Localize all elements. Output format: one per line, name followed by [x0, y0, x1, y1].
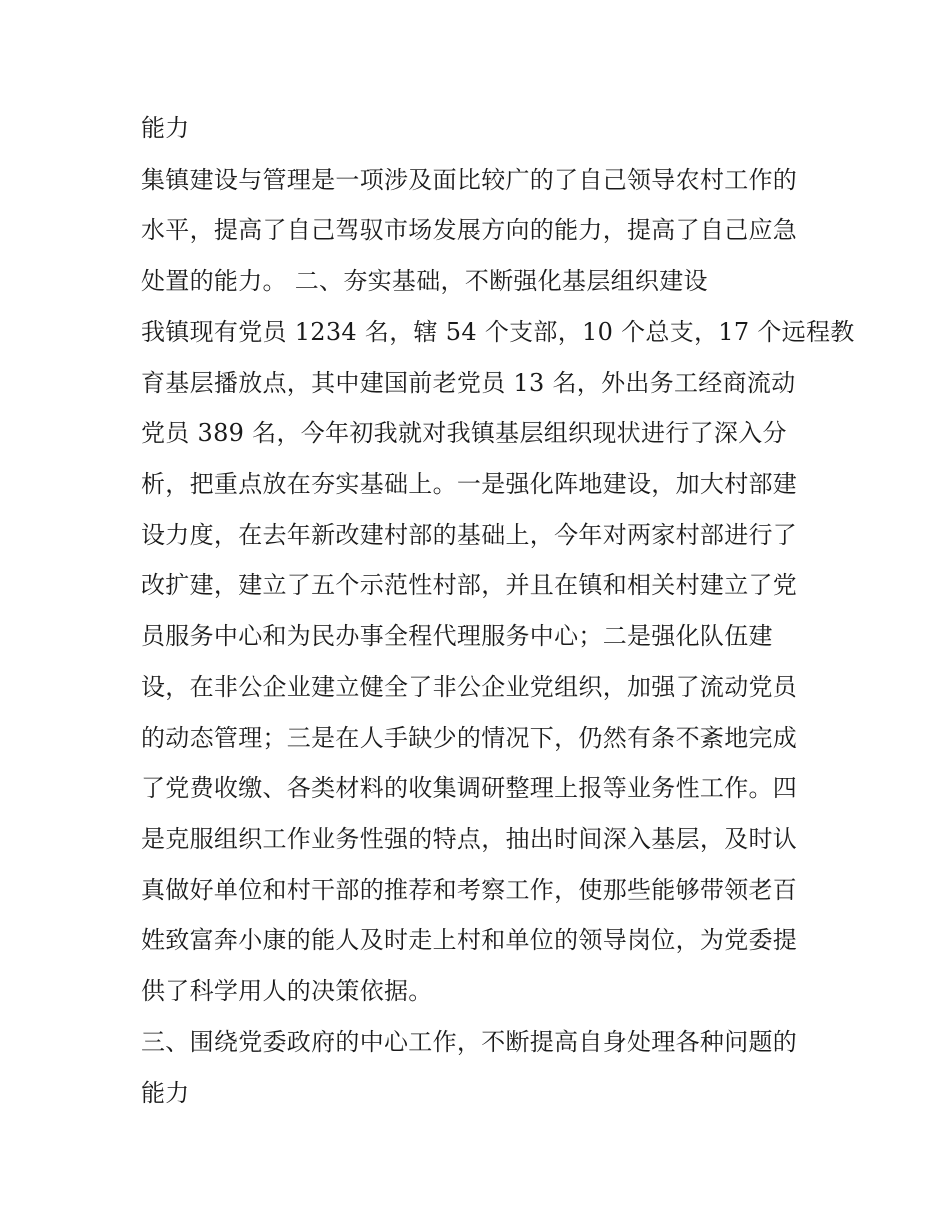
text-line: 设力度，在去年新改建村部的基础上，今年对两家村部进行了 — [141, 521, 798, 549]
text-line: 了党费收缴、各类材料的收集调研整理上报等业务性工作。四 — [141, 774, 798, 802]
text-line: 析，把重点放在夯实基础上。一是强化阵地建设，加大村部建 — [141, 470, 798, 498]
text-line: 能力 — [141, 114, 190, 142]
text-line: 改扩建，建立了五个示范性村部，并且在镇和相关村建立了党 — [141, 571, 798, 599]
text-line: 我镇现有党员 1234 名，辖 54 个支部，10 个总支，17 个远程教 — [141, 318, 855, 346]
text-line: 姓致富奔小康的能人及时走上村和单位的领导岗位，为党委提 — [141, 926, 798, 954]
text-line: 集镇建设与管理是一项涉及面比较广的了自己领导农村工作的 — [141, 166, 798, 194]
text-line: 党员 389 名，今年初我就对我镇基层组织现状进行了深入分 — [141, 419, 787, 447]
text-line: 三、围绕党委政府的中心工作，不断提高自身处理各种问题的 — [141, 1028, 798, 1056]
text-line: 能力 — [141, 1079, 190, 1107]
text-line: 员服务中心和为民办事全程代理服务中心；二是强化队伍建 — [141, 622, 773, 650]
text-line: 的动态管理；三是在人手缺少的情况下，仍然有条不紊地完成 — [141, 724, 798, 752]
text-line: 设，在非公企业建立健全了非公企业党组织，加强了流动党员 — [141, 673, 798, 701]
text-line: 育基层播放点，其中建国前老党员 13 名，外出务工经商流动 — [141, 369, 796, 397]
text-line: 供了科学用人的决策依据。 — [141, 977, 433, 1005]
text-line: 是克服组织工作业务性强的特点，抽出时间深入基层，及时认 — [141, 825, 798, 853]
text-line: 真做好单位和村干部的推荐和考察工作，使那些能够带领老百 — [141, 876, 798, 904]
text-line: 处置的能力。 二、夯实基础，不断强化基层组织建设 — [141, 267, 708, 295]
text-line: 水平，提高了自己驾驭市场发展方向的能力，提高了自己应急 — [141, 216, 798, 244]
